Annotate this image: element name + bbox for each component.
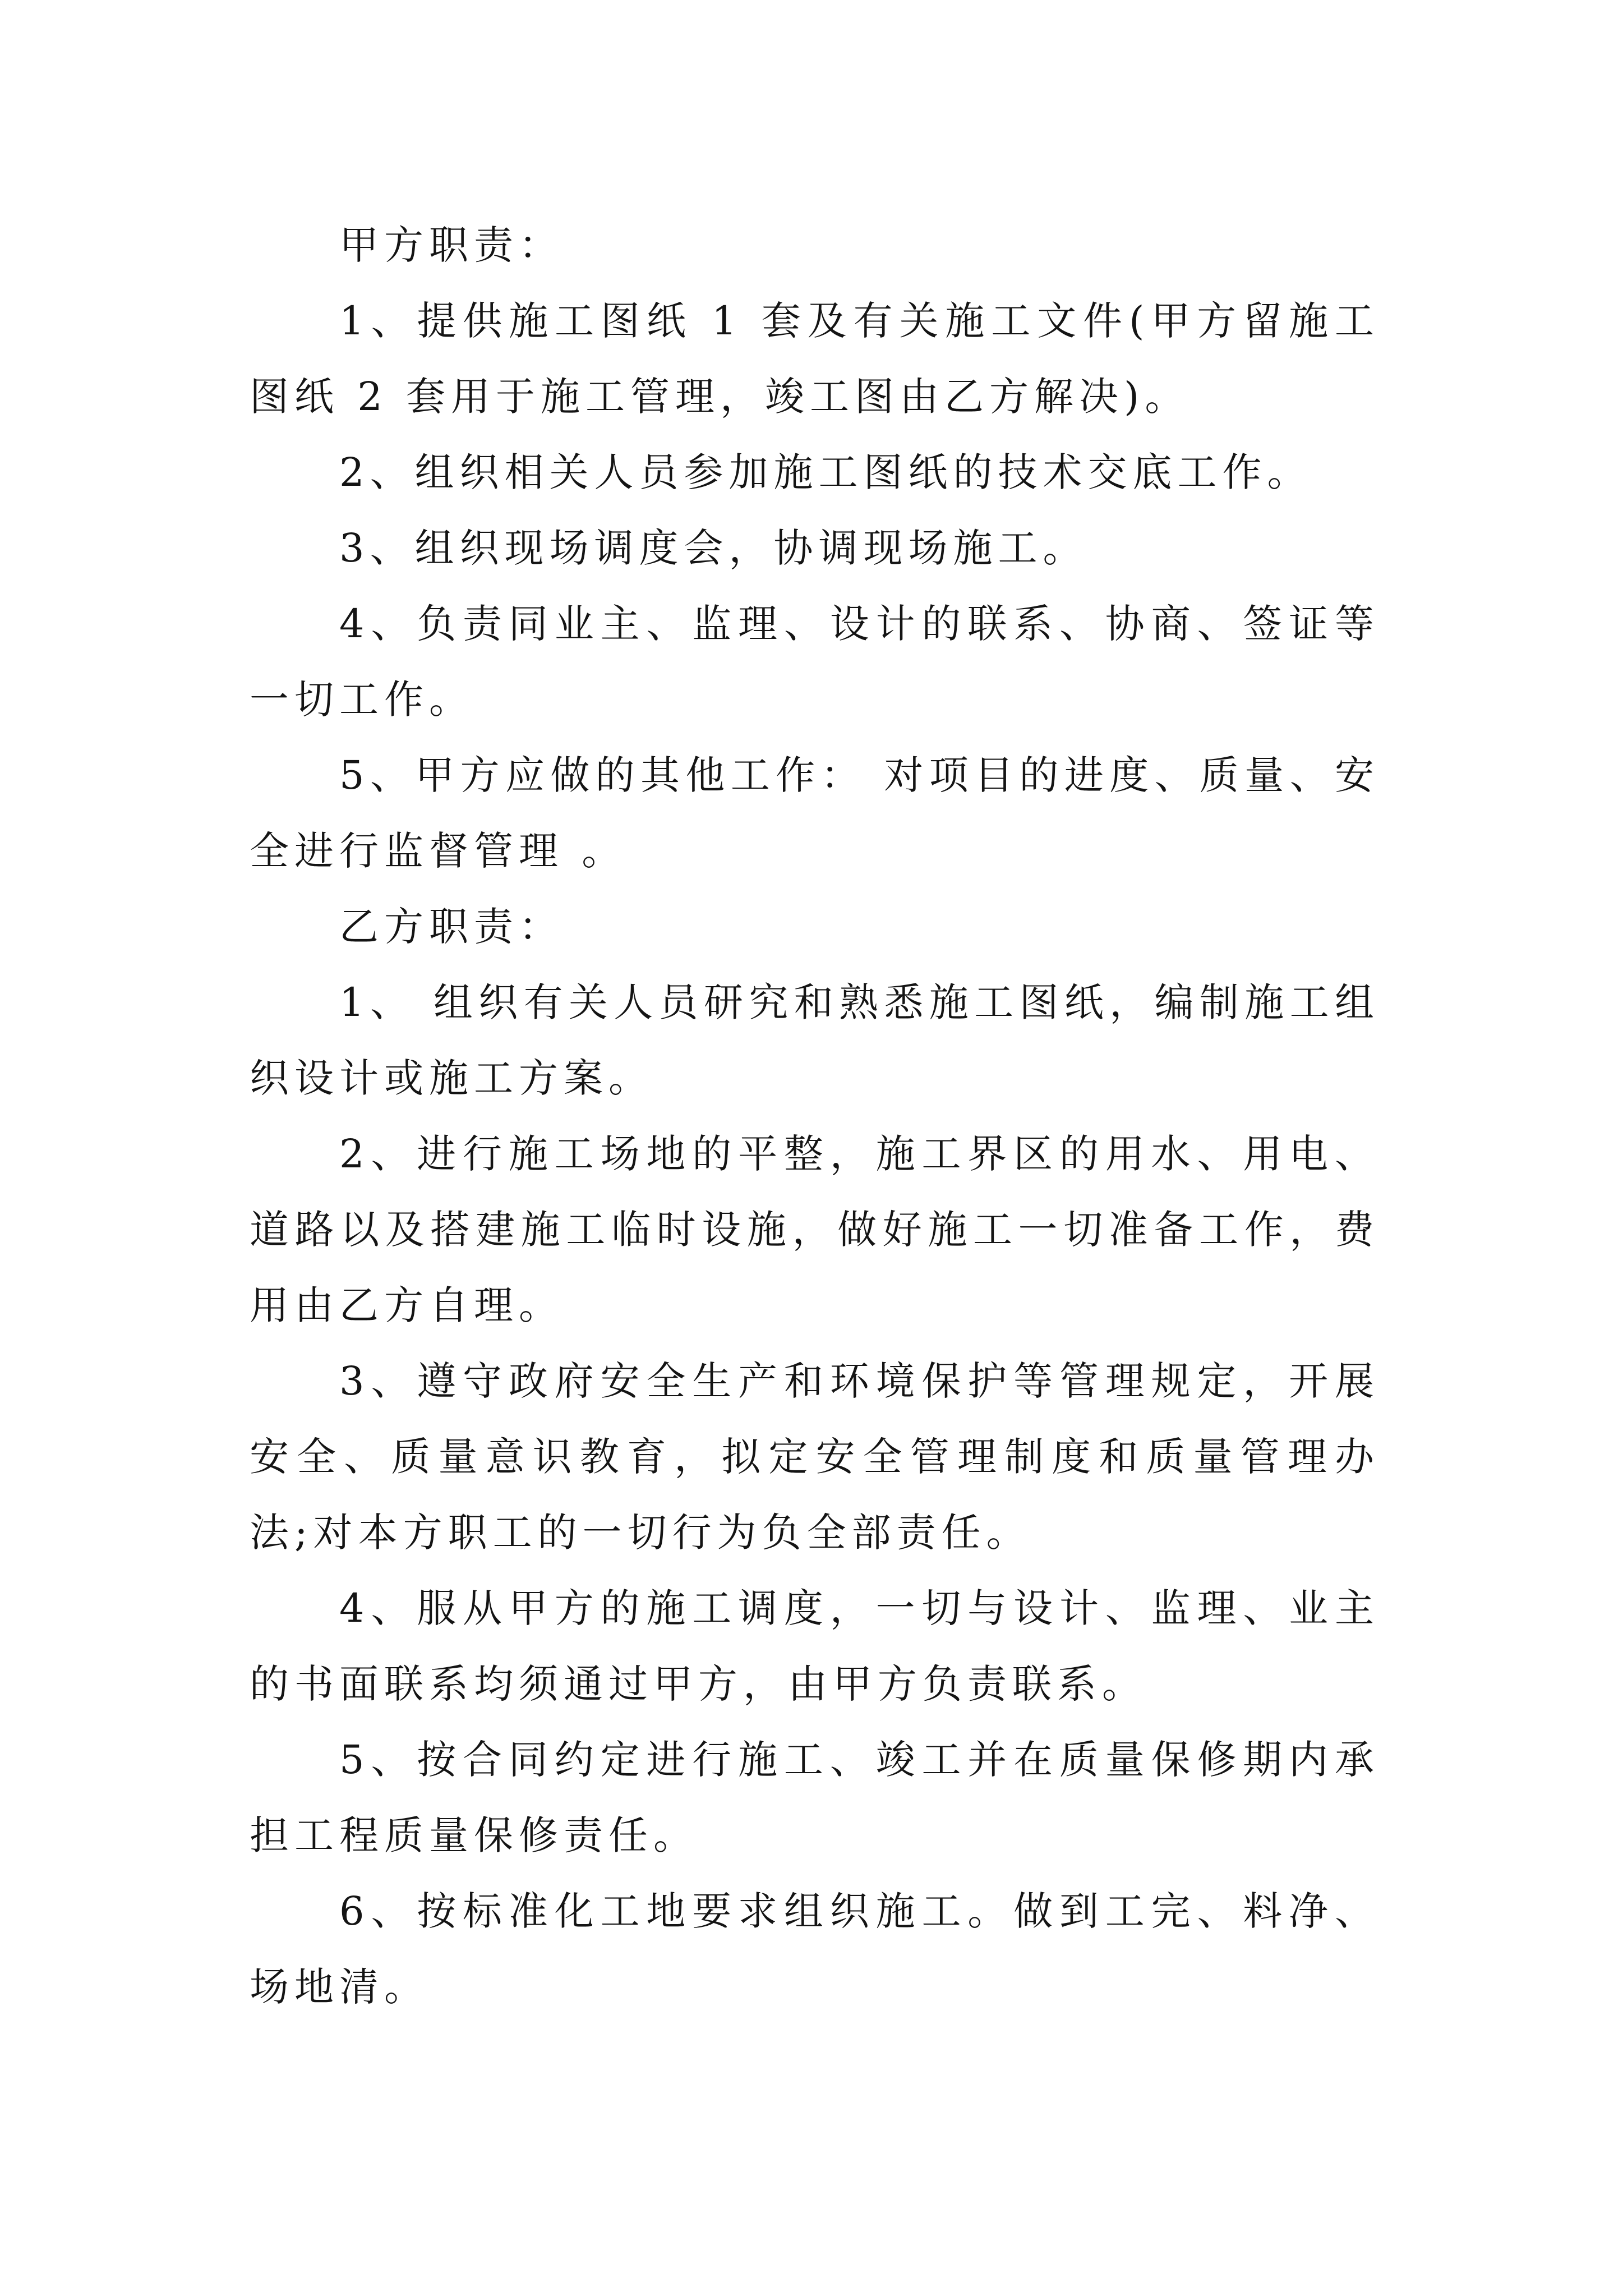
party-b-item-1: 1、 组织有关人员研究和熟悉施工图纸，编制施工组织设计或施工方案。 (250, 979, 1380, 1101)
party-b-heading: 乙方职责： (339, 904, 564, 950)
document-body (250, 208, 1380, 2025)
party-a-heading: 甲方职责： (339, 222, 564, 268)
party-b-item-4: 4、服从甲方的施工调度，一切与设计、监理、业主的书面联系均须通过甲方，由甲方负责联系。 (250, 1585, 1380, 1707)
party-a-item-4: 4、负责同业主、监理、设计的联系、协商、签证等一切工作。 (250, 601, 1380, 723)
party-a-item-5: 5、甲方应做的其他工作： 对项目的进度、质量、安全进行监督管理 。 (250, 752, 1380, 874)
party-b-item-2: 2、进行施工场地的平整，施工界区的用水、用电、道路以及搭建施工临时设施，做好施工一切准备工作，费用由乙方自理。 (250, 1131, 1380, 1328)
party-a-item-2: 2、组织相关人员参加施工图纸的技术交底工作。 (339, 449, 1312, 495)
party-b-item-6: 6、按标准化工地要求组织施工。做到工完、料净、场地清。 (250, 1888, 1380, 2010)
party-b-item-3: 3、遵守政府安全生产和环境保护等管理规定，开展安全、质量意识教育，拟定安全管理制度和质量管理办法;对本方职工的一切行为负全部责任。 (250, 1358, 1380, 1556)
party-b-item-5: 5、按合同约定进行施工、竣工并在质量保修期内承担工程质量保修责任。 (250, 1737, 1380, 1858)
party-a-item-1: 1、提供施工图纸 1 套及有关施工文件(甲方留施工图纸 2 套用于施工管理，竣工图由乙方解决)。 (250, 298, 1380, 420)
party-a-item-3: 3、组织现场调度会，协调现场施工。 (339, 525, 1088, 571)
